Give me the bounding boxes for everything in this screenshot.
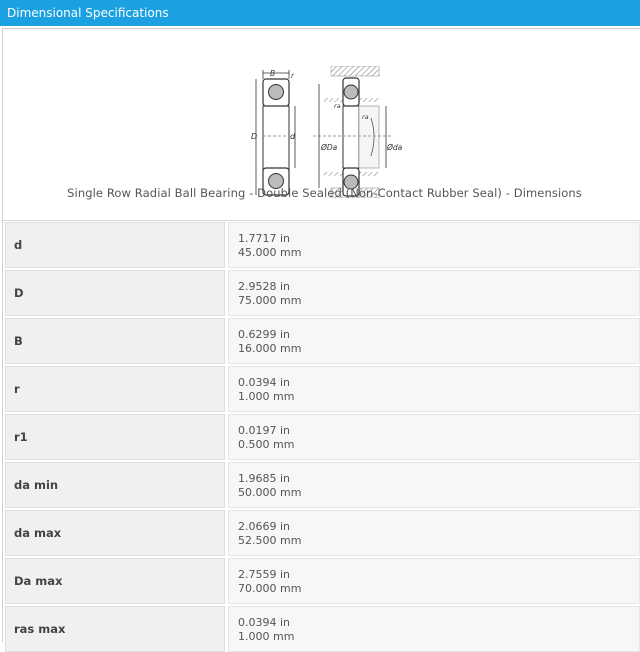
spec-value	[228, 462, 640, 508]
spec-value	[228, 414, 640, 460]
spec-label: r1	[5, 414, 225, 460]
spec-row-r1	[3, 414, 640, 460]
spec-value-mm: 0.500 mm	[238, 438, 295, 451]
spec-value	[228, 270, 640, 316]
spec-row-d	[3, 222, 640, 268]
spec-label: ras max	[5, 606, 225, 652]
diagram-cell	[3, 29, 640, 219]
spec-label: Da max	[5, 558, 225, 604]
spec-row-B	[3, 318, 640, 364]
spec-value-mm: 1.000 mm	[238, 390, 295, 403]
spec-label: r	[5, 366, 225, 412]
spec-label: d	[5, 222, 225, 268]
spec-row-r	[3, 366, 640, 412]
spec-label: da max	[5, 510, 225, 556]
spec-label: da min	[5, 462, 225, 508]
section-header[interactable]	[0, 0, 640, 26]
label-ra: ra	[362, 113, 369, 121]
spec-value-in: 2.0669 in	[238, 520, 291, 533]
diagram-caption: Single Row Radial Ball Bearing - Double Sealed (Non-Contact Rubber Seal) - Dimensions	[67, 186, 582, 200]
spec-value-in: 0.0394 in	[238, 376, 291, 389]
spec-value	[228, 558, 640, 604]
label-D: D	[251, 132, 258, 141]
label-Da: ØDa	[321, 143, 338, 152]
label-d: d	[290, 132, 296, 141]
spec-value-in: 0.0197 in	[238, 424, 291, 437]
spec-row-da-min	[3, 462, 640, 508]
label-da: Øda	[387, 143, 403, 152]
label-r: r	[291, 72, 294, 80]
spec-value	[228, 222, 640, 268]
spec-value-in: 2.7559 in	[238, 568, 291, 581]
spec-value-mm: 45.000 mm	[238, 246, 302, 259]
section-title: Dimensional Specifications	[7, 6, 169, 20]
spec-row-Da-max	[3, 558, 640, 604]
spec-value-mm: 16.000 mm	[238, 342, 302, 355]
mounting-cross-section	[313, 66, 403, 198]
bearing-cross-section	[251, 69, 296, 195]
spec-value-in: 1.7717 in	[238, 232, 291, 245]
spec-row-D	[3, 270, 640, 316]
spec-label: B	[5, 318, 225, 364]
spec-row-ras-max	[3, 606, 640, 652]
label-ra-top: ra	[334, 102, 341, 110]
spec-value-in: 1.9685 in	[238, 472, 291, 485]
spec-value	[228, 318, 640, 364]
spec-value-mm: 75.000 mm	[238, 294, 302, 307]
spec-value-mm: 50.000 mm	[238, 486, 302, 499]
table-divider	[2, 220, 640, 221]
spec-value-mm: 52.500 mm	[238, 534, 302, 547]
bearing-dimension-diagram	[246, 66, 411, 198]
spec-value-mm: 1.000 mm	[238, 630, 295, 643]
label-B: B	[270, 69, 276, 78]
spec-value-in: 2.9528 in	[238, 280, 291, 293]
spec-value-in: 0.0394 in	[238, 616, 291, 629]
spec-row-da-max	[3, 510, 640, 556]
spec-value	[228, 510, 640, 556]
spec-value-in: 0.6299 in	[238, 328, 291, 341]
spec-value	[228, 366, 640, 412]
spec-value	[228, 606, 640, 652]
spec-value-mm: 70.000 mm	[238, 582, 302, 595]
spec-label: D	[5, 270, 225, 316]
